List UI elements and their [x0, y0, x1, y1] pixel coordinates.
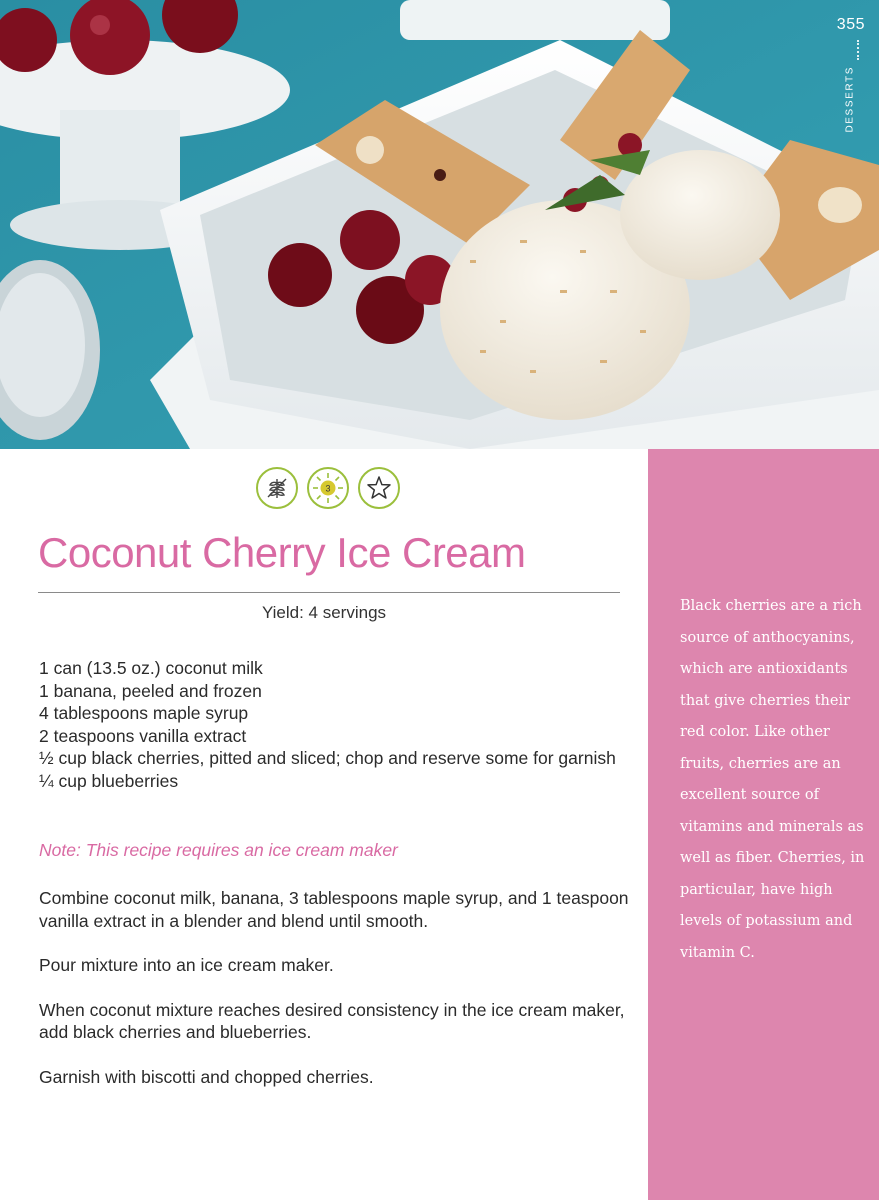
- sidebar-text: Black cherries are a rich source of anthocyanins, which are antioxidants that give cherries their red color. Like other fruits, cherries are an excellent source of vitamins and minerals as well as fiber. Cherries, in particular, have high levels of potassium and vitamin C.: [680, 598, 865, 961]
- dotted-divider: [857, 40, 861, 60]
- instruction-list: [39, 887, 629, 1110]
- ingredient-item: 1 banana, peeled and frozen: [39, 680, 262, 701]
- ingredient-list: [39, 657, 629, 792]
- instruction-step: Pour mixture into an ice cream maker.: [39, 955, 334, 975]
- ice-cream-photo-illustration: [0, 0, 879, 449]
- recipe-title: Coconut Cherry Ice Cream: [38, 529, 526, 576]
- title-divider: [38, 592, 620, 593]
- wheat-free-icon-glyph: [263, 474, 291, 502]
- section-label: DESSERTS: [845, 66, 856, 133]
- recipe-yield: Yield: 4 servings: [261, 603, 387, 622]
- sun-icon-glyph: [311, 471, 345, 505]
- wheat-free-icon: [256, 467, 298, 509]
- ingredient-item: 4 tablespoons maple syrup: [39, 703, 249, 723]
- instruction-step: Combine coconut milk, banana, 3 tablespoons maple syrup, and 1 teaspoon vanilla extract in a blender and blend until smooth.: [39, 888, 629, 931]
- star-icon: [358, 467, 400, 509]
- recipe-note: Note: This recipe requires an ice cream maker: [39, 840, 398, 860]
- instruction-step: When coconut mixture reaches desired consistency in the ice cream maker, add black cherries and blueberries.: [39, 999, 625, 1042]
- nutrition-sidebar: [648, 449, 879, 1200]
- page-number: 355: [836, 16, 865, 33]
- sun-3-icon: [307, 467, 349, 509]
- ingredient-item: 2 teaspoons vanilla extract: [39, 725, 247, 746]
- ingredient-item: ¼ cup blueberries: [39, 770, 179, 791]
- instruction-step: Garnish with biscotti and chopped cherries.: [39, 1066, 374, 1087]
- recipe-photo: [0, 0, 879, 449]
- diet-badges: [256, 467, 400, 509]
- ingredient-item: 1 can (13.5 oz.) coconut milk: [39, 658, 263, 678]
- ingredient-item: ½ cup black cherries, pitted and sliced; chop and reserve some for garnish: [39, 748, 616, 768]
- star-icon-glyph: [365, 474, 393, 502]
- sun-number: 3: [325, 483, 331, 494]
- recipe-content: [0, 449, 648, 1200]
